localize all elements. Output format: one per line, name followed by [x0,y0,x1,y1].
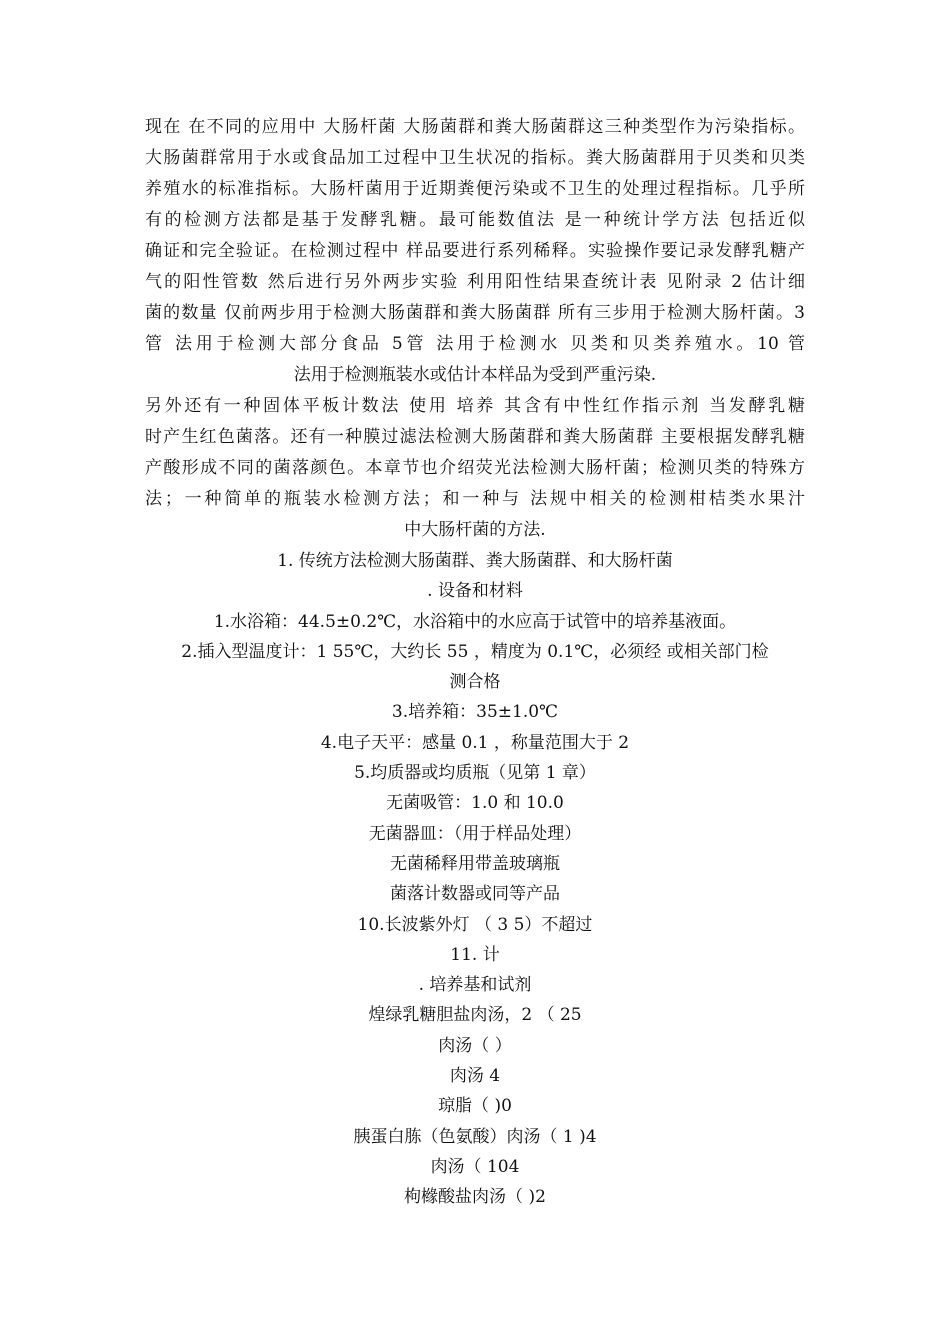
list-item: 11. 计 [450,944,500,965]
section-heading: 1. 传统方法检测大肠菌群、粪大肠菌群、和大肠杆菌 [277,551,673,571]
section-list [145,546,805,1213]
paragraph-intro [145,112,805,391]
list-item: 琼脂（ )0 [438,1096,512,1117]
subsection-heading: . 设备和材料 [427,581,523,602]
text-line: 大肠菌群常用于水或食品加工过程中卫生状况的指标。粪大肠菌群用于贝类和贝类 [145,148,805,168]
text-line: 有的检测方法都是基于发酵乳糖。最可能数值法 是一种统计学方法 包括近似 [145,210,805,230]
list-item: 测合格 [449,672,501,693]
list-item: 肉汤（ ） [438,1035,512,1056]
text-line: 产酸形成不同的菌落颜色。本章节也介绍荧光法检测大肠杆菌；检测贝类的特殊方 [145,458,805,478]
text-line: 管 法用于检测大部分食品 5管 法用于检测水 贝类和贝类养殖水。10 管 [145,334,805,354]
list-item: 4.电子天平：感量 0.1 ，称量范围大于 2 [320,732,630,753]
subsection-heading: . 培养基和试剂 [418,975,532,996]
list-item: 肉汤 4 [449,1066,501,1087]
list-item: 胰蛋白胨（色氨酸）肉汤（ 1 )4 [353,1126,597,1147]
text-line: 另外还有一种固体平板计数法 使用 培养 其含有中性红作指示剂 当发酵乳糖 [145,396,805,416]
list-item: 无菌器皿：（用于样品处理） [368,823,582,844]
list-item: 无菌吸管：1.0 和 10.0 [386,793,564,814]
text-line: 气的阳性管数 然后进行另外两步实验 利用阳性结果查统计表 见附录 2 估计细 [145,272,805,292]
list-item: 无菌稀释用带盖玻璃瓶 [390,853,560,874]
text-line: 法；一种简单的瓶装水检测方法；和一种与 法规中相关的检测柑桔类水果汁 [145,489,805,509]
text-line: 时产生红色菌落。还有一种膜过滤法检测大肠菌群和粪大肠菌群 主要根据发酵乳糖 [145,427,805,447]
list-item: 菌落计数器或同等产品 [390,884,560,905]
document-body [145,112,805,1213]
list-item: 枸橼酸盐肉汤（ )2 [404,1187,546,1208]
text-line: 菌的数量 仅前两步用于检测大肠菌群和粪大肠菌群 所有三步用于检测大肠杆菌。3 [145,303,805,323]
list-item: 10.长波紫外灯 （ 3 5）不超过 [357,914,593,935]
paragraph-methods [145,391,805,546]
list-item: 肉汤（ 104 [430,1156,520,1177]
text-line: 确证和完全验证。在检测过程中 样品要进行系列稀释。实验操作要记录发酵乳糖产 [145,241,805,261]
list-item: 煌绿乳糖胆盐肉汤，2 （ 25 [368,1005,582,1026]
text-line: 养殖水的标准指标。大肠杆菌用于近期粪便污染或不卫生的处理过程指标。几乎所 [145,179,805,199]
list-item: 1.水浴箱：44.5±0.2℃，水浴箱中的水应高于试管中的培养基液面。 [213,611,737,632]
text-line: 法用于检测瓶装水或估计本样品为受到严重污染. [293,365,657,385]
text-line: 现在 在不同的应用中 大肠杆菌 大肠菌群和粪大肠菌群这三种类型作为污染指标。 [145,117,805,137]
text-line: 中大肠杆菌的方法. [404,520,546,540]
list-item: 2.插入型温度计：1 55℃，大约长 55 ，精度为 0.1℃，必须经 或相关部门检 [181,641,769,662]
list-item: 5.均质器或均质瓶（见第 1 章） [354,763,596,784]
list-item: 3.培养箱：35±1.0℃ [391,702,559,723]
